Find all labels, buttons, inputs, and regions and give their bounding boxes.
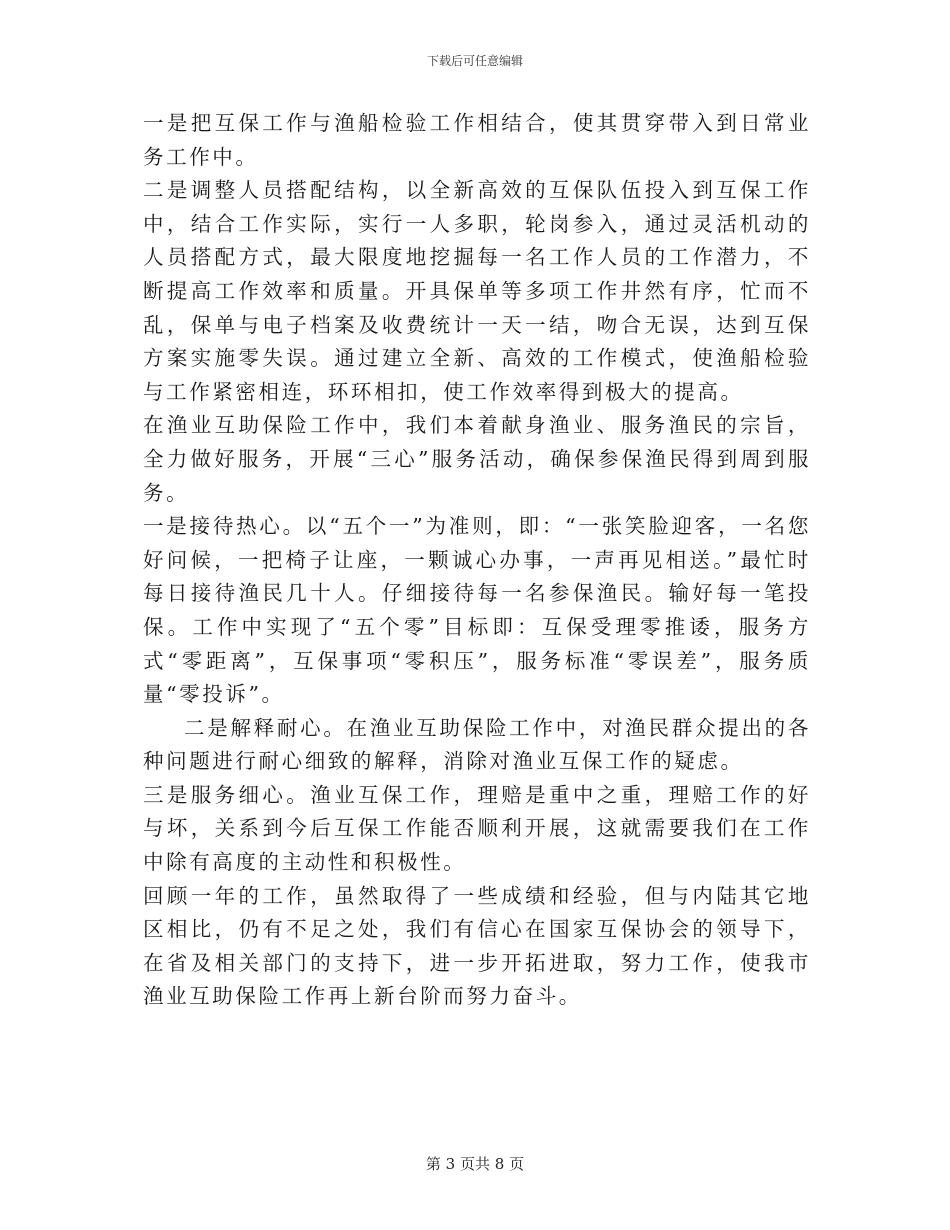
paragraph-7: 回顾一年的工作，虽然取得了一些成绩和经验，但与内陆其它地区相比，仍有不足之处，我们有信心在国家互保协会的领导下，在省及相关部门的支持下，进一步开拓进取，努力工作，使我市渔业互助保险工作再上新台阶而努力奋斗。 xyxy=(143,883,811,1009)
paragraph-3: 在渔业互助保险工作中，我们本着献身渔业、服务渔民的宗旨，全力做好服务，开展“三心”服务活动，确保参保渔民得到周到服务。 xyxy=(143,413,811,505)
paragraph-5: 二是解释耐心。在渔业互助保险工作中，对渔民群众提出的各种问题进行耐心细致的解释，消除对渔业互保工作的疑虑。 xyxy=(143,715,811,774)
paragraph-6: 三是服务细心。渔业互保工作，理赔是重中之重，理赔工作的好与坏，关系到今后互保工作能否顺利开展，这就需要我们在工作中除有高度的主动性和积极性。 xyxy=(143,782,811,875)
page-header: 下载后可任意编辑 xyxy=(426,54,523,68)
paragraph-1: 一是把互保工作与渔船检验工作相结合，使其贯穿带入到日常业务工作中。 xyxy=(143,111,811,169)
paragraph-2: 二是调整人员搭配结构，以全新高效的互保队伍投入到互保工作中，结合工作实际，实行一人多职，轮岗参入，通过灵活机动的人员搭配方式，最大限度地挖掘每一名工作人员的工作潜力，不断提高工作效率和质量。开具保单等多项工作井然有序，忙而不乱，保单与电子档案及收费统计一天一结，吻合无误，达到互保方案实施零失误。通过建立全新、高效的工作模式，使渔船检验与工作紧密相连，环环相扣，使工作效率得到极大的提高。 xyxy=(143,178,811,404)
page-footer: 第 3 页共 8 页 xyxy=(425,1155,525,1173)
document-body xyxy=(143,107,811,1014)
paragraph-4: 一是接待热心。以“五个一”为准则，即：“一张笑脸迎客，一名您好问候，一把椅子让座，一颗诚心办事，一声再见相送。”最忙时每日接待渔民几十人。仔细接待每一名参保渔民。输好每一笔投保。工作中实现了“五个零”目标即：互保受理零推诿，服务方式“零距离”，互保事项“零积压”，服务标准“零误差”，服务质量“零投诉”。 xyxy=(143,514,811,707)
